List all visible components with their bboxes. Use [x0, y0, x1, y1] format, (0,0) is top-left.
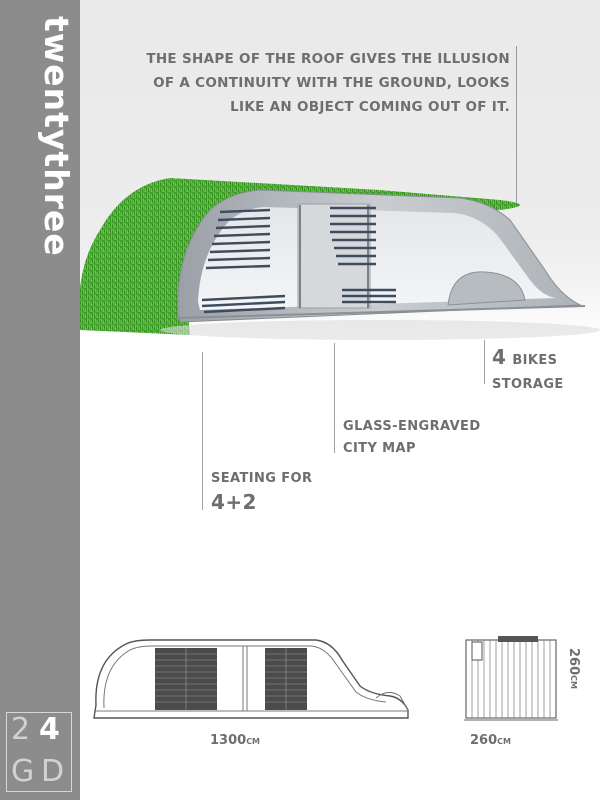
- headline-line: LIKE AN OBJECT COMING OUT OF IT.: [230, 99, 510, 115]
- logo-char: 2: [11, 712, 31, 747]
- length-dimension: 1300CM: [210, 733, 261, 748]
- bikes-count: 4: [492, 345, 507, 369]
- seating-leader-line: [202, 352, 203, 510]
- seating-callout: [211, 468, 312, 514]
- depth-dimension: 260CM: [470, 733, 511, 748]
- end-elevation-drawing: [462, 634, 562, 724]
- headline-line: THE SHAPE OF THE ROOF GIVES THE ILLUSION: [146, 51, 510, 67]
- bikes-label-line2: STORAGE: [492, 377, 564, 392]
- logo: [6, 712, 72, 792]
- sidebar: [0, 0, 80, 800]
- seating-capacity: 4+2: [211, 490, 257, 514]
- logo-char: G: [11, 754, 35, 789]
- headline: [130, 47, 510, 119]
- map-leader-line: [334, 343, 335, 453]
- map-callout: [343, 416, 481, 460]
- map-label-line2: CITY MAP: [343, 441, 416, 456]
- logo-char: 4: [39, 712, 60, 747]
- bikes-label: BIKES: [512, 353, 558, 368]
- map-label-line1: GLASS-ENGRAVED: [343, 419, 481, 434]
- bikes-callout: [492, 344, 564, 396]
- height-dimension: 260CM: [566, 648, 581, 689]
- headline-line: OF A CONTINUITY WITH THE GROUND, LOOKS: [153, 75, 510, 91]
- side-elevation-drawing: [90, 630, 435, 730]
- logo-char: D: [41, 754, 65, 789]
- shelter-render: [80, 150, 600, 350]
- brand-title: twentythree: [37, 16, 76, 257]
- seating-label-line1: SEATING FOR: [211, 471, 313, 486]
- bikes-leader-line: [484, 340, 485, 384]
